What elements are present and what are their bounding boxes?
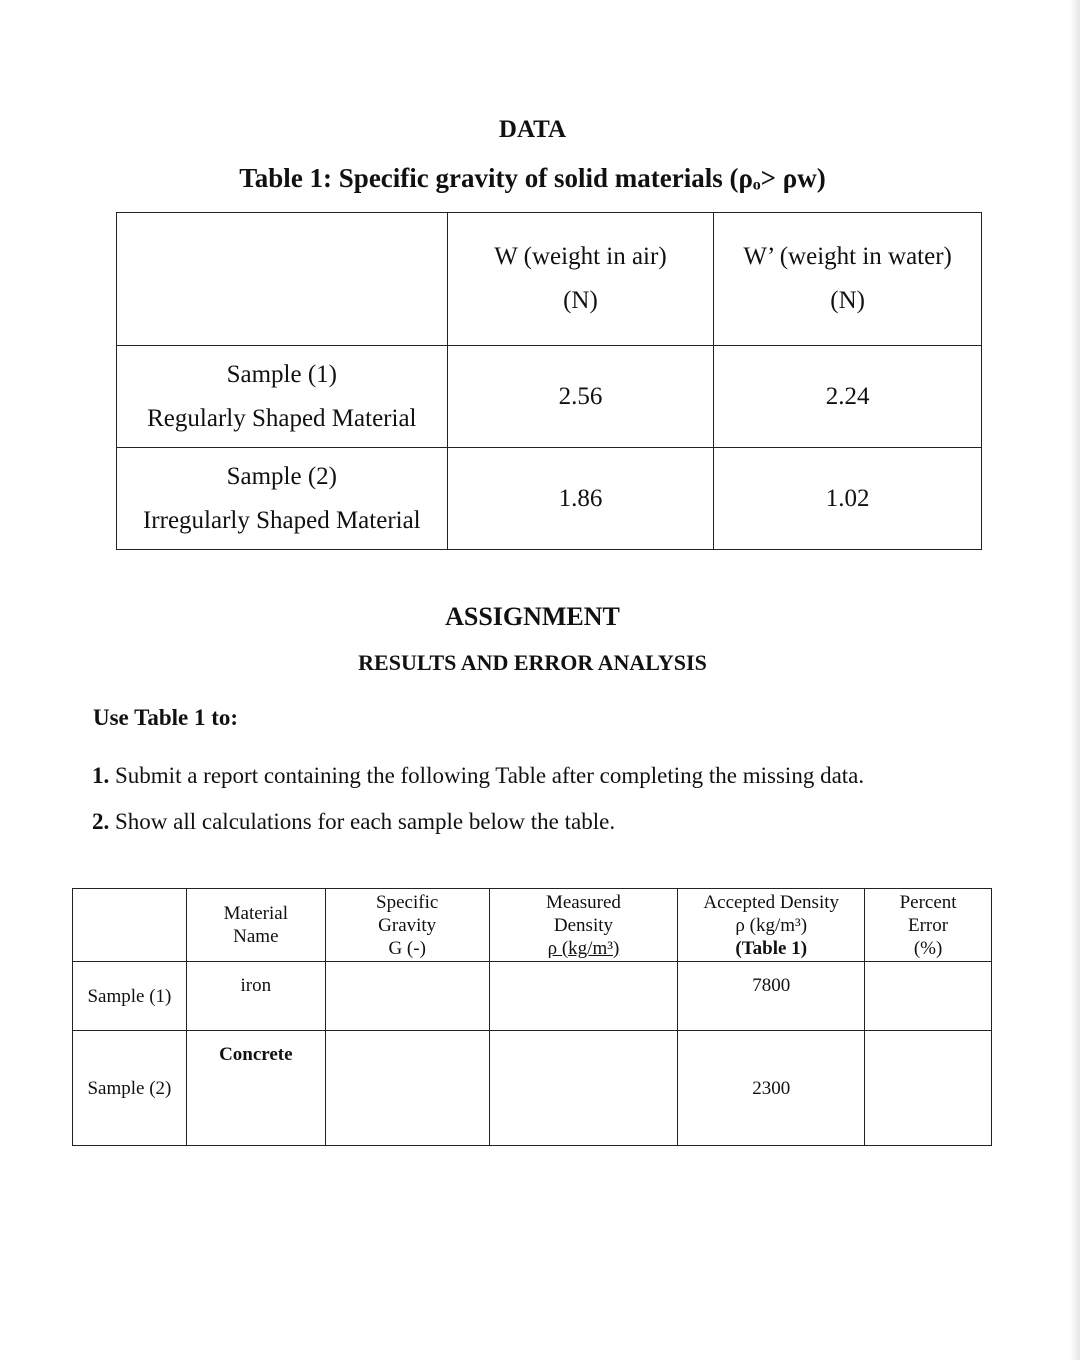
header-line: Percent xyxy=(899,891,957,913)
header-accepted-density xyxy=(678,889,865,962)
percent-error-cell xyxy=(865,962,992,1031)
table-row xyxy=(73,962,992,1031)
header-line: Error xyxy=(908,914,949,936)
table1-title: Table 1: Specific gravity of solid materials (ρₒ> ρw) xyxy=(239,163,826,193)
table-row xyxy=(73,1031,992,1146)
instruction-number: 2. xyxy=(92,809,110,834)
use-table-label: Use Table 1 to: xyxy=(93,705,239,730)
header-wp-line2: (N) xyxy=(830,287,865,314)
header-w-line1: W (weight in air) xyxy=(494,243,667,270)
header-line: Accepted Density xyxy=(703,891,840,913)
accepted-density-cell: 7800 xyxy=(678,962,865,1031)
table1-header-row xyxy=(117,213,982,346)
specific-gravity-cell xyxy=(325,962,489,1031)
header-line: Material xyxy=(223,903,288,924)
measured-density-cell xyxy=(489,1031,678,1146)
header-line: ρ (kg/m³) xyxy=(547,937,620,959)
header-line: (%) xyxy=(913,937,943,959)
row-label-line2: Regularly Shaped Material xyxy=(147,404,417,432)
results-heading: RESULTS AND ERROR ANALYSIS xyxy=(358,650,707,675)
table1-header-w xyxy=(447,213,714,346)
measured-density-cell xyxy=(489,962,678,1031)
instruction-1 xyxy=(92,763,864,789)
table1-row2-wp: 1.02 xyxy=(714,448,982,550)
percent-error-cell xyxy=(865,1031,992,1146)
table1-row1-wp: 2.24 xyxy=(714,346,982,448)
header-line: Name xyxy=(233,926,279,947)
row-label-line1: Sample (2) xyxy=(226,462,337,490)
results-header-row xyxy=(73,889,992,962)
table1-empty-header xyxy=(117,213,448,346)
material-name-cell: iron xyxy=(186,962,325,1031)
header-w-line2: (N) xyxy=(563,287,598,314)
table1-row1-label xyxy=(117,346,448,448)
row-label-line2: Irregularly Shaped Material xyxy=(142,506,421,534)
table1-header-wp xyxy=(714,213,982,346)
material-name-cell: Concrete xyxy=(186,1031,325,1146)
header-line: Gravity xyxy=(378,914,437,936)
header-line: Measured xyxy=(545,891,621,913)
specific-gravity-cell xyxy=(325,1031,489,1146)
header-line: (Table 1) xyxy=(735,937,808,959)
table1-row2-w: 1.86 xyxy=(447,448,714,550)
header-line: Specific xyxy=(376,891,439,913)
table-row xyxy=(117,346,982,448)
instruction-2 xyxy=(92,809,615,835)
table1-row1-w: 2.56 xyxy=(447,346,714,448)
instruction-number: 1. xyxy=(92,763,110,788)
header-line: ρ (kg/m³) xyxy=(735,914,808,936)
sample-label: Sample (1) xyxy=(73,962,187,1031)
sample-label: Sample (2) xyxy=(73,1031,187,1146)
accepted-density-cell: 2300 xyxy=(678,1031,865,1146)
header-line: G (-) xyxy=(388,937,426,959)
data-heading: DATA xyxy=(498,116,567,143)
instruction-text: Show all calculations for each sample below the table. xyxy=(109,809,616,834)
instruction-text: Submit a report containing the following Table after completing the missing data. xyxy=(109,763,865,788)
header-line: Density xyxy=(553,914,613,936)
assignment-heading: ASSIGNMENT xyxy=(445,602,620,631)
table1 xyxy=(116,212,982,550)
header-wp-line1: W’ (weight in water) xyxy=(743,243,952,270)
header-material-name xyxy=(186,889,325,962)
page-edge xyxy=(1070,0,1080,1360)
header-percent-error xyxy=(865,889,992,962)
header-specific-gravity xyxy=(325,889,489,962)
header-measured-density xyxy=(489,889,678,962)
results-empty-header xyxy=(73,889,187,962)
table1-row2-label xyxy=(117,448,448,550)
results-table xyxy=(72,888,992,1146)
row-label-line1: Sample (1) xyxy=(226,360,337,388)
table-row xyxy=(117,448,982,550)
